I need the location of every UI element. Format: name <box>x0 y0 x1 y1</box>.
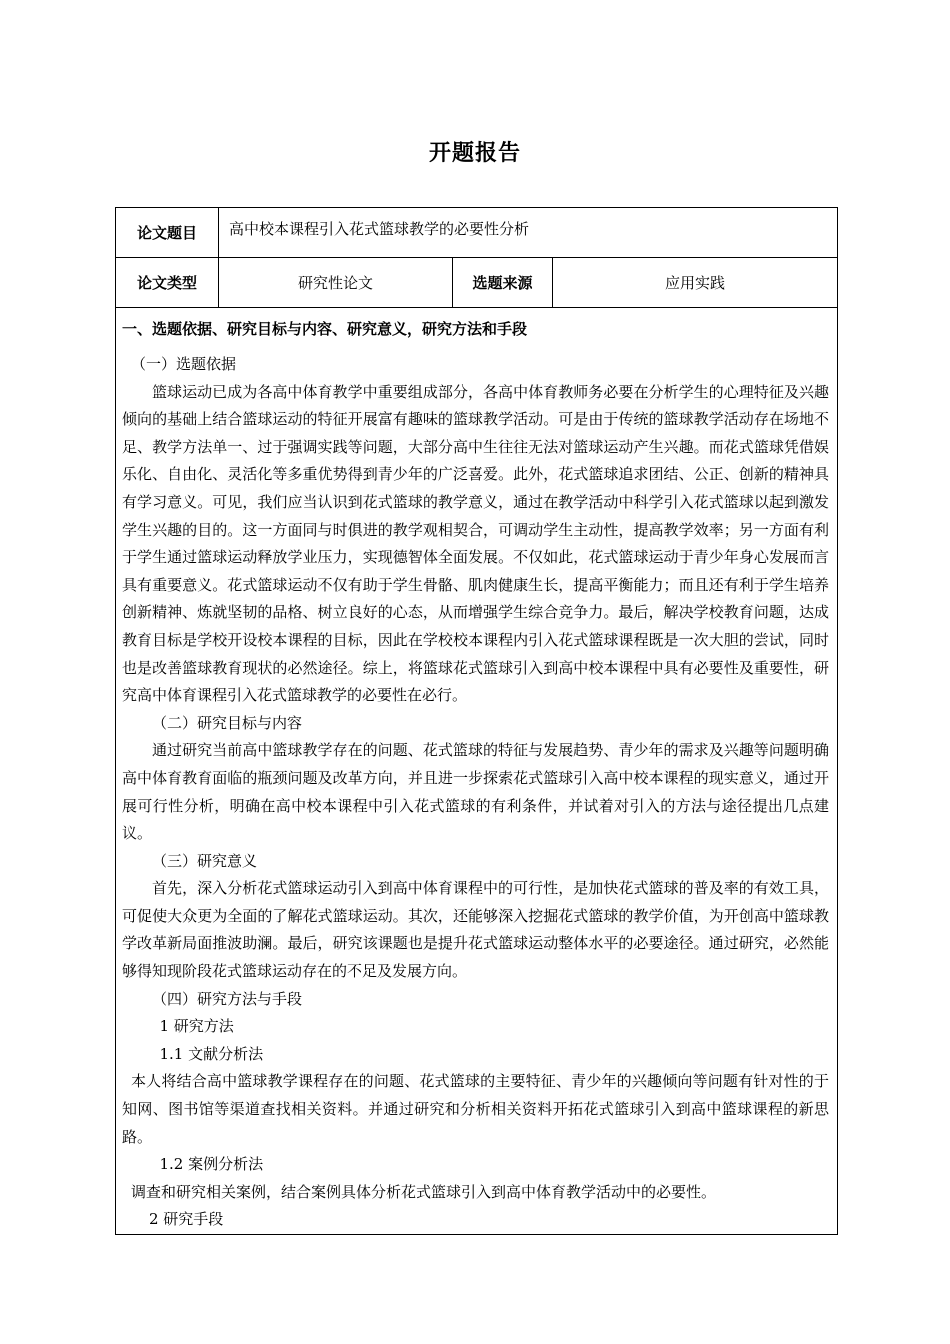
method-1-1-title: 1.1 文献分析法 <box>159 1044 264 1063</box>
method-1-1-body: 本人将结合高中篮球教学课程存在的问题、花式篮球的主要特征、青少年的兴趣倾向等问题有针对性的于知网、图书馆等渠道查找相关资料。并通过研究和分析相关资料开拓花式篮球引入到高中篮球课程的新思路。 <box>122 1072 829 1146</box>
row-thesis-type <box>116 258 838 308</box>
subsection-2-title: （二）研究目标与内容 <box>152 713 303 732</box>
thesis-type-value: 研究性论文 <box>219 258 453 308</box>
thesis-title-value: 高中校本课程引入花式篮球教学的必要性分析 <box>219 208 838 258</box>
thesis-type-label: 论文类型 <box>116 258 219 308</box>
row-content <box>116 308 838 1235</box>
section-body <box>116 351 837 1234</box>
method-1-2-body: 调查和研究相关案例，结合案例具体分析花式篮球引入到高中体育教学活动中的必要性。 <box>131 1182 717 1201</box>
section-heading: 一、选题依据、研究目标与内容、研究意义，研究方法和手段 <box>122 320 528 338</box>
row-thesis-title <box>116 208 838 258</box>
method-1-2-title: 1.2 案例分析法 <box>159 1155 264 1174</box>
document-title: 开题报告 <box>428 141 521 166</box>
subsection-3-title: （三）研究意义 <box>152 851 258 870</box>
method-2-title: 2 研究手段 <box>149 1210 224 1229</box>
topic-source-label: 选题来源 <box>453 258 553 308</box>
method-1-title: 1 研究方法 <box>159 1017 234 1036</box>
content-cell <box>116 308 838 1235</box>
subsection-2-body: 通过研究当前高中篮球教学存在的问题、花式篮球的特征与发展趋势、青少年的需求及兴趣等问题明确高中体育教育面临的瓶颈问题及改革方向，并且进一步探索花式篮球引入高中校本课程的现实意义，通过开展可行性分析，明确在高中校本课程中引入花式篮球的有利条件，并试着对引入的方法与途径提出几点建议。 <box>122 741 829 843</box>
subsection-1-body: 篮球运动已成为各高中体育教学中重要组成部分，各高中体育教师务必要在分析学生的心理特征及兴趣倾向的基础上结合篮球运动的特征开展富有趣味的篮球教学活动。可是由于传统的篮球教学活动存在场地不足、教学方法单一、过于强调实践等问题，大部分高中生往往无法对篮球运动产生兴趣。而花式篮球凭借娱乐化、自由化、灵活化等多重优势得到青少年的广泛喜爱。此外，花式篮球追求团结、公正、创新的精神具有学习意义。可见，我们应当认识到花式篮球的教学意义，通过在教学活动中科学引入花式篮球以起到激发学生兴趣的目的。这一方面同与时俱进的教学观相契合，可调动学生主动性，提高教学效率；另一方面有利于学生通过篮球运动释放学业压力，实现德智体全面发展。不仅如此，花式篮球运动于青少年身心发展而言具有重要意义。花式篮球运动不仅有助于学生骨骼、肌肉健康生长，提高平衡能力；而且还有利于学生培养创新精神、炼就坚韧的品格、树立良好的心态，从而增强学生综合竞争力。最后，解决学校教育问题，达成教育目标是学校开设校本课程的目标，因此在学校校本课程内引入花式篮球课程既是一次大胆的尝试，同时也是改善篮球教育现状的必然途径。综上，将篮球花式篮球引入到高中校本课程中具有必要性及重要性，研究高中体育课程引入花式篮球教学的必要性在必行。 <box>122 382 829 705</box>
thesis-title-label: 论文题目 <box>116 208 219 258</box>
subsection-4-title: （四）研究方法与手段 <box>152 989 303 1008</box>
subsection-1-title: （一）选题依据 <box>131 355 237 373</box>
subsection-3-body: 首先，深入分析花式篮球运动引入到高中体育课程中的可行性，是加快花式篮球的普及率的有效工具，可促使大众更为全面的了解花式篮球运动。其次，还能够深入挖掘花式篮球的教学价值，为开创高中篮球教学改革新局面推波助澜。最后，研究该课题也是提升花式篮球运动整体水平的必要途径。通过研究，必然能够得知现阶段花式篮球运动存在的不足及发展方向。 <box>122 879 829 981</box>
proposal-table <box>115 207 838 1235</box>
topic-source-value: 应用实践 <box>553 258 838 308</box>
